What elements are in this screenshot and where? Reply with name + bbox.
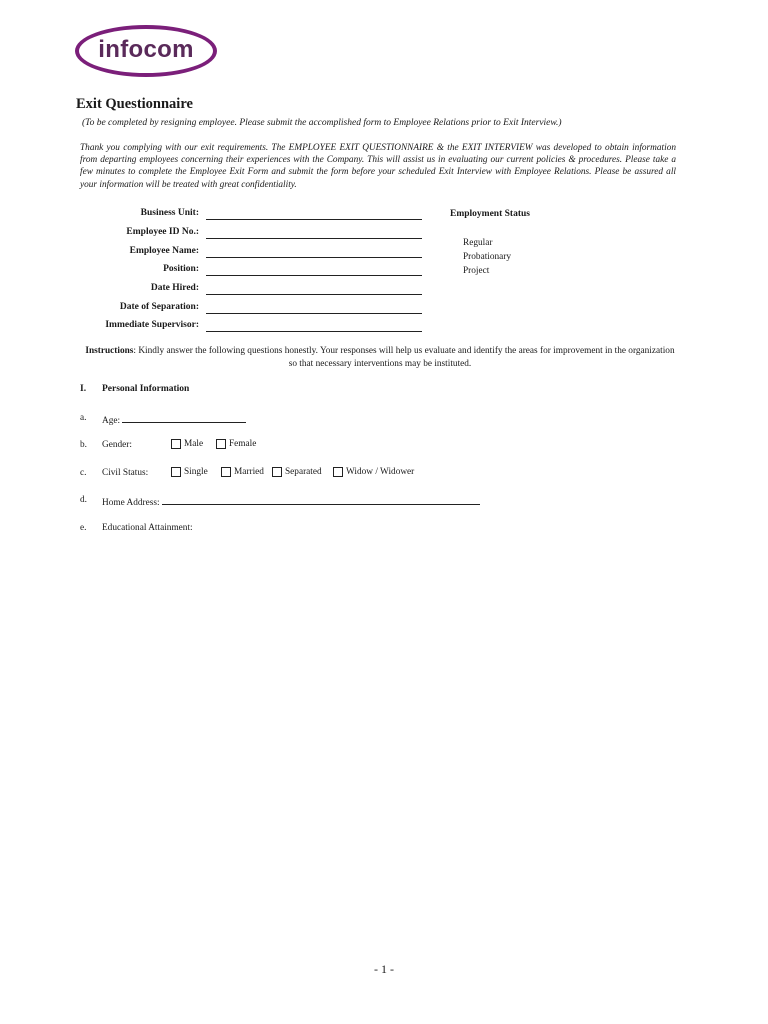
home-address-label: Home Address: bbox=[102, 498, 160, 508]
instructions-text: : Kindly answer the following questions honestly. Your responses will help us evaluate and identify the areas for improvement in the organization so that necessary interventions may be instituted. bbox=[133, 346, 675, 369]
separated-label: Separated bbox=[285, 467, 322, 477]
civil-status-option-separated[interactable] bbox=[272, 467, 322, 477]
single-checkbox[interactable] bbox=[171, 467, 181, 477]
intro-paragraph: Thank you complying with our exit requirements. The EMPLOYEE EXIT QUESTIONNAIRE & the EXIT INTERVIEW was developed to obtain information from departing employees concerning their experiences with the Company. This will assist us in evaluating our current policies & procedures. Please take a few minutes to complete the Employee Exit Form and submit the form before your scheduled Exit Interview with Employee Relations. Please be assured all your information will be treated with great confidentiality. bbox=[80, 143, 676, 190]
male-checkbox[interactable] bbox=[171, 439, 181, 449]
instructions-paragraph bbox=[82, 345, 678, 370]
business-unit-field[interactable] bbox=[206, 219, 422, 220]
gender-label: Gender: bbox=[102, 440, 132, 450]
question-letter-d: d. bbox=[80, 495, 87, 505]
home-address-question bbox=[102, 495, 480, 508]
educational-attainment-label: Educational Attainment: bbox=[102, 523, 193, 533]
position-label: Position: bbox=[163, 264, 199, 274]
employee-name-label: Employee Name: bbox=[129, 246, 199, 256]
employment-status-title: Employment Status bbox=[450, 209, 530, 219]
employee-name-field[interactable] bbox=[206, 257, 422, 258]
married-checkbox[interactable] bbox=[221, 467, 231, 477]
immediate-supervisor-field[interactable] bbox=[206, 331, 422, 332]
gender-option-female[interactable] bbox=[216, 439, 256, 449]
married-label: Married bbox=[234, 467, 264, 477]
widow-checkbox[interactable] bbox=[333, 467, 343, 477]
question-letter-c: c. bbox=[80, 468, 87, 478]
section-title: Personal Information bbox=[102, 384, 190, 394]
business-unit-label: Business Unit: bbox=[140, 208, 199, 218]
question-letter-a: a. bbox=[80, 413, 87, 423]
page-title: Exit Questionnaire bbox=[76, 96, 193, 112]
employee-id-label: Employee ID No.: bbox=[126, 227, 199, 237]
age-field[interactable] bbox=[122, 413, 246, 423]
female-label: Female bbox=[229, 439, 257, 449]
widow-label: Widow / Widower bbox=[346, 467, 415, 477]
company-logo bbox=[75, 25, 217, 77]
employment-status-option-probationary[interactable]: Probationary bbox=[463, 252, 512, 262]
civil-status-option-single[interactable] bbox=[171, 467, 208, 477]
instructions-label: Instructions bbox=[85, 346, 134, 356]
date-hired-label: Date Hired: bbox=[150, 283, 199, 293]
employment-status-option-regular[interactable]: Regular bbox=[463, 238, 493, 248]
date-of-separation-label: Date of Separation: bbox=[119, 302, 199, 312]
employment-status-option-project[interactable]: Project bbox=[463, 266, 490, 276]
section-number: I. bbox=[80, 384, 87, 394]
date-of-separation-field[interactable] bbox=[206, 313, 422, 314]
civil-status-label: Civil Status: bbox=[102, 468, 149, 478]
female-checkbox[interactable] bbox=[216, 439, 226, 449]
separated-checkbox[interactable] bbox=[272, 467, 282, 477]
page-number: - 1 - bbox=[374, 962, 394, 976]
employee-id-field[interactable] bbox=[206, 238, 422, 239]
single-label: Single bbox=[184, 467, 208, 477]
immediate-supervisor-label: Immediate Supervisor: bbox=[105, 320, 199, 330]
age-question bbox=[102, 413, 246, 426]
male-label: Male bbox=[184, 439, 204, 449]
age-label: Age: bbox=[102, 416, 121, 426]
question-letter-b: b. bbox=[80, 440, 87, 450]
question-letter-e: e. bbox=[80, 523, 87, 533]
home-address-field[interactable] bbox=[162, 495, 480, 505]
date-hired-field[interactable] bbox=[206, 294, 422, 295]
civil-status-option-widow[interactable] bbox=[333, 467, 414, 477]
form-subtitle: (To be completed by resigning employee. Please submit the accomplished form to Employee Relations prior to Exit Interview.) bbox=[82, 118, 562, 128]
civil-status-option-married[interactable] bbox=[221, 467, 264, 477]
position-field[interactable] bbox=[206, 275, 422, 276]
gender-option-male[interactable] bbox=[171, 439, 203, 449]
logo-text: infocom bbox=[98, 36, 194, 63]
